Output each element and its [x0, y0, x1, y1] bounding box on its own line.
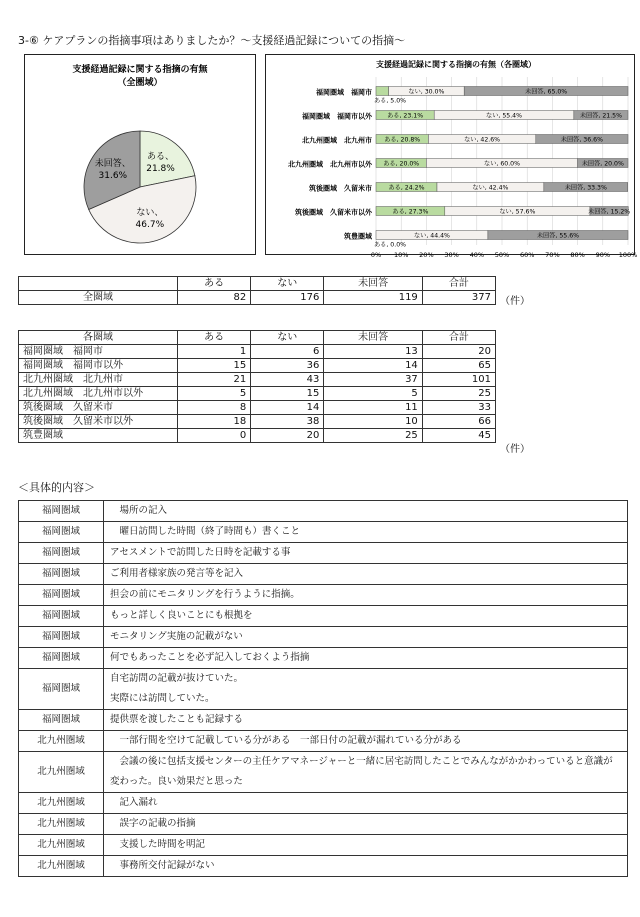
region-value-cell: 25: [324, 429, 422, 443]
pie-value-aru: 21.8%: [146, 163, 175, 174]
detail-row: [19, 543, 628, 564]
summary-row-label: 全圏域: [19, 291, 178, 305]
bar-data-label: ある, 27.3%: [392, 208, 429, 216]
region-value-cell: 18: [178, 415, 251, 429]
bar-data-label: ある, 20.0%: [383, 160, 420, 168]
bar-data-label: ある, 24.2%: [388, 184, 425, 192]
bar-tick-label: 70%: [545, 251, 560, 259]
region-row: [19, 415, 496, 429]
detail-region-cell: 北九州圏域: [19, 752, 104, 793]
pie-value-mikaito: 31.6%: [98, 171, 128, 182]
bar-data-label: ある, 20.8%: [384, 136, 421, 144]
summary-header-row: [19, 277, 496, 291]
region-row: [19, 429, 496, 443]
bar-data-label: ない, 42.4%: [472, 184, 509, 192]
bar-tick-label: 80%: [570, 251, 585, 259]
bar-tick-label: 10%: [393, 251, 409, 259]
detail-text-cell: モニタリング実施の記載がない: [104, 627, 628, 648]
detail-text-cell: アセスメントで訪問した日時を記載する事: [104, 543, 628, 564]
detail-text-cell: 事務所交付記録がない: [104, 856, 628, 877]
bar-chart-box: [265, 54, 638, 259]
detail-region-cell: 北九州圏域: [19, 731, 104, 752]
pie-label-nai: ない、: [136, 207, 164, 218]
region-value-cell: 6: [251, 345, 324, 359]
bar-data-label: 未回答, 33.3%: [564, 184, 607, 192]
region-header-aru: ある: [178, 331, 251, 345]
bar-category-label: 筑後圏域 久留米市: [309, 184, 372, 193]
detail-row: [19, 793, 628, 814]
detail-text-cell: 担会の前にモニタリングを行うように指摘。: [104, 585, 628, 606]
region-name-cell: 北九州圏域 北九州市以外: [19, 387, 178, 401]
region-value-cell: 15: [178, 359, 251, 373]
region-value-cell: 5: [324, 387, 422, 401]
detail-text-cell: 一部行間を空けて記載している分がある 一部日付の記載が漏れている分がある: [104, 731, 628, 752]
detail-row: [19, 835, 628, 856]
bar-data-label: 未回答, 36.6%: [560, 136, 603, 144]
detail-row: [19, 669, 628, 710]
region-value-cell: 36: [251, 359, 324, 373]
region-value-cell: 14: [251, 401, 324, 415]
region-header-total: 合計: [422, 331, 495, 345]
pie-title-line2: （全圏域）: [117, 78, 163, 88]
region-value-cell: 37: [324, 373, 422, 387]
detail-text-cell: 自宅訪問の記載が抜けていた。 実際には訪問していた。: [104, 669, 628, 710]
bar-category-label: 筑後圏域 久留米市以外: [295, 208, 372, 217]
region-value-cell: 13: [324, 345, 422, 359]
region-unit: （件）: [500, 444, 530, 455]
region-value-cell: 25: [422, 387, 495, 401]
region-value-cell: 15: [251, 387, 324, 401]
bar-chart-title: 支援経過記録に関する指摘の有無（各圏域）: [376, 60, 536, 69]
detail-row: [19, 606, 628, 627]
region-header-mikaito: 未回答: [324, 331, 422, 345]
region-value-cell: 45: [422, 429, 495, 443]
summary-cell: 176: [251, 291, 324, 305]
bar-tick-label: 40%: [469, 251, 485, 259]
region-value-cell: 38: [251, 415, 324, 429]
bar-data-label: ある, 23.1%: [387, 112, 424, 120]
detail-row: [19, 710, 628, 731]
detail-row: [19, 501, 628, 522]
region-name-cell: 福岡圏域 福岡市以外: [19, 359, 178, 373]
detail-text-cell: 何でもあったことを必ず記入しておくよう指摘: [104, 648, 628, 669]
bar-data-label: 未回答, 21.5%: [579, 112, 622, 120]
region-value-cell: 101: [422, 373, 495, 387]
region-name-cell: 筑後圏域 久留米市以外: [19, 415, 178, 429]
pie-label-mikaito: 未回答、: [94, 159, 131, 170]
detail-region-cell: 北九州圏域: [19, 856, 104, 877]
detail-row: [19, 564, 628, 585]
page-heading: 3-⑥ ケアプランの指摘事項はありましたか？～支援経過記録についての指摘～: [18, 34, 406, 47]
detail-text-cell: 誤字の記載の指摘: [104, 814, 628, 835]
region-name-cell: 福岡圏域 福岡市: [19, 345, 178, 359]
detail-row: [19, 856, 628, 877]
region-value-cell: 66: [422, 415, 495, 429]
detail-region-cell: 福岡圏域: [19, 543, 104, 564]
detail-row: [19, 731, 628, 752]
bar-data-label: ない, 42.6%: [464, 136, 501, 144]
region-name-cell: 北九州圏域 北九州市: [19, 373, 178, 387]
detail-region-cell: 福岡圏域: [19, 585, 104, 606]
region-header-name: 各圏域: [19, 331, 178, 345]
bar-tick-label: 30%: [444, 251, 459, 259]
detail-text-cell: 曜日訪問した時間（終了時間も）書くこと: [104, 522, 628, 543]
region-table: [18, 330, 496, 443]
stacked-bar-chart: [266, 55, 638, 259]
bar-data-label: 未回答, 15.2%: [588, 208, 631, 216]
region-value-cell: 20: [422, 345, 495, 359]
region-row: [19, 373, 496, 387]
detail-row: [19, 522, 628, 543]
region-value-cell: 20: [251, 429, 324, 443]
bar-category-label: 福岡圏域 福岡市: [316, 88, 372, 97]
detail-region-cell: 福岡圏域: [19, 501, 104, 522]
detail-row: [19, 585, 628, 606]
pie-chart-box: [24, 54, 256, 255]
bar-data-label: ない, 44.4%: [413, 232, 450, 240]
bar-data-label: ある, 5.0%: [374, 97, 407, 105]
bar-category-label: 筑豊圏域: [344, 232, 372, 241]
summary-unit: （件）: [500, 296, 530, 307]
region-value-cell: 65: [422, 359, 495, 373]
summary-header-blank: [19, 277, 178, 291]
bar-data-label: 未回答, 55.6%: [536, 232, 580, 240]
bar-category-label: 北九州圏域 北九州市: [302, 136, 372, 145]
region-name-cell: 筑後圏域 久留米市: [19, 401, 178, 415]
region-value-cell: 33: [422, 401, 495, 415]
pie-chart: [25, 55, 255, 254]
region-value-cell: 5: [178, 387, 251, 401]
bar-data-label: ない, 55.4%: [486, 112, 523, 120]
detail-region-cell: 福岡圏域: [19, 522, 104, 543]
region-name-cell: 筑豊圏域: [19, 429, 178, 443]
bar-tick-label: 100%: [618, 251, 638, 259]
bar-data-label: ある, 0.0%: [374, 241, 407, 249]
summary-header-aru: ある: [178, 277, 251, 291]
pie-label-aru: ある、: [147, 151, 175, 162]
detail-region-cell: 福岡圏域: [19, 669, 104, 710]
bar-tick-label: 50%: [494, 251, 510, 259]
detail-region-cell: 福岡圏域: [19, 564, 104, 585]
detail-region-cell: 福岡圏域: [19, 710, 104, 731]
region-value-cell: 11: [324, 401, 422, 415]
detail-row: [19, 648, 628, 669]
bar-tick-label: 90%: [595, 251, 611, 259]
bar-category-label: 福岡圏域 福岡市以外: [302, 112, 372, 121]
detail-region-cell: 福岡圏域: [19, 648, 104, 669]
bar-tick-label: 60%: [519, 251, 535, 259]
summary-header-total: 合計: [422, 277, 495, 291]
region-value-cell: 1: [178, 345, 251, 359]
detail-region-cell: 福岡圏域: [19, 627, 104, 648]
bar-data-label: ない, 30.0%: [408, 88, 445, 96]
bar-data-label: 未回答, 20.0%: [581, 160, 624, 168]
detail-region-cell: 北九州圏域: [19, 793, 104, 814]
detail-text-cell: 提供票を渡したことも記録する: [104, 710, 628, 731]
region-value-cell: 14: [324, 359, 422, 373]
region-value-cell: 10: [324, 415, 422, 429]
region-value-cell: 43: [251, 373, 324, 387]
detail-text-cell: 会議の後に包括支援センターの主任ケアマネージャーと一緒に居宅訪問したことでみんながかかわっていると意識が変わった。良い効果だと思った: [104, 752, 628, 793]
bar-segment: [376, 87, 389, 96]
details-heading: ＜具体的内容＞: [18, 481, 95, 494]
detail-text-cell: 場所の記入: [104, 501, 628, 522]
bar-data-label: ない, 57.6%: [499, 208, 536, 216]
region-header-nai: ない: [251, 331, 324, 345]
region-value-cell: 21: [178, 373, 251, 387]
bar-tick-label: 0%: [370, 251, 382, 259]
summary-cell: 82: [178, 291, 251, 305]
detail-text-cell: 支援した時間を明記: [104, 835, 628, 856]
summary-row: [19, 291, 496, 305]
detail-row: [19, 752, 628, 793]
bar-data-label: 未回答, 65.0%: [525, 88, 568, 96]
pie-title-line1: 支援経過記録に関する指摘の有無: [72, 65, 208, 75]
detail-region-cell: 福岡圏域: [19, 606, 104, 627]
summary-cell: 377: [422, 291, 495, 305]
bar-tick-label: 20%: [419, 251, 434, 259]
pie-value-nai: 46.7%: [135, 219, 165, 230]
region-row: [19, 401, 496, 415]
summary-cell: 119: [324, 291, 422, 305]
summary-header-mikaito: 未回答: [324, 277, 422, 291]
detail-text-cell: もっと詳しく良いことにも根拠を: [104, 606, 628, 627]
bar-data-label: ない, 60.0%: [484, 160, 520, 168]
detail-row: [19, 814, 628, 835]
detail-region-cell: 北九州圏域: [19, 835, 104, 856]
detail-text-cell: 記入漏れ: [104, 793, 628, 814]
detail-region-cell: 北九州圏域: [19, 814, 104, 835]
region-row: [19, 359, 496, 373]
summary-table: [18, 276, 496, 305]
details-table: [18, 500, 628, 877]
region-value-cell: 8: [178, 401, 251, 415]
bar-category-label: 北九州圏域 北九州市以外: [288, 160, 372, 169]
region-row: [19, 387, 496, 401]
detail-row: [19, 627, 628, 648]
detail-text-cell: ご利用者様家族の発言等を記入: [104, 564, 628, 585]
summary-header-nai: ない: [251, 277, 324, 291]
region-value-cell: 0: [178, 429, 251, 443]
region-row: [19, 345, 496, 359]
region-header-row: [19, 331, 496, 345]
